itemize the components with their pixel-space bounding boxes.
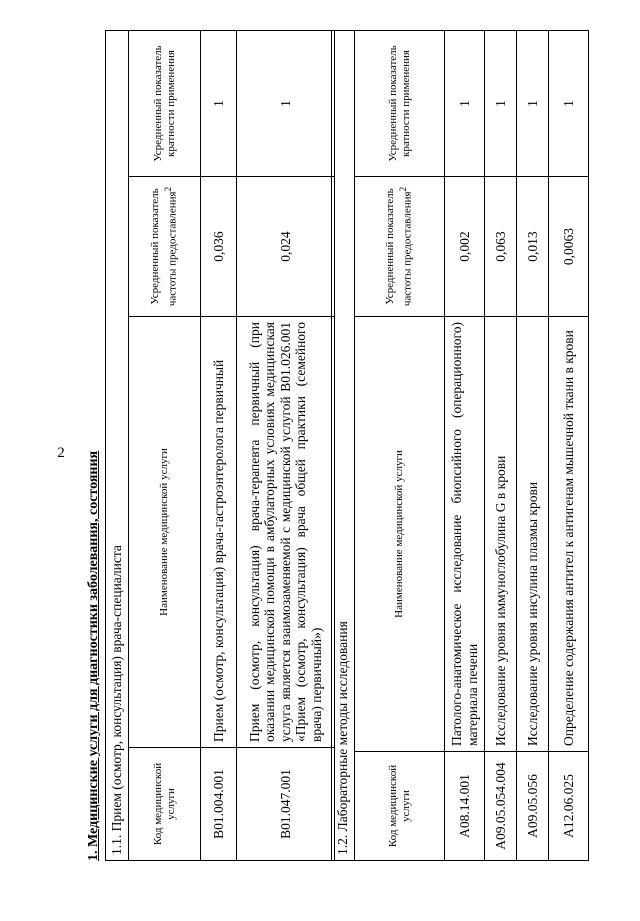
service-name: Патолого-анатомическое исследование биопсийного (операционного) материала печени (445, 317, 485, 752)
service-name: Прием (осмотр, консультация) врача-терапевта первичный (при оказании медицинской помощи в амбулаторных условиях медицинская услуга является взаимозаменяемой с медицинской услугой B01.026.001 «Прием (осмотр, консультация) врача общей практики (семейного врача) первичный») (237, 317, 335, 748)
multiplicity-value: 1 (549, 30, 589, 176)
table-row (549, 30, 589, 860)
service-code: B01.004.001 (201, 748, 237, 861)
service-code: A08.14.001 (445, 752, 485, 861)
multiplicity-value: 1 (517, 30, 549, 176)
frequency-value: 0,036 (201, 177, 237, 317)
frequency-value: 0,013 (517, 177, 549, 317)
table2-header-code: Код медицинской услуги (355, 752, 445, 861)
table-row (201, 31, 237, 861)
multiplicity-value: 1 (237, 31, 335, 177)
table2-header-mult: Усредненный показатель кратности применения (355, 30, 445, 176)
service-code: A09.05.054.004 (485, 752, 517, 861)
table-row (445, 30, 485, 860)
section-title: 1. Медицинские услуги для диагностики заболевания, состояния (86, 450, 101, 861)
table1-header-mult: Усредненный показатель кратности применения (129, 31, 201, 177)
service-code: B01.047.001 (237, 748, 335, 861)
table2-header-freq: Усредненный показатель частоты предоставления$^2$ (355, 177, 445, 317)
frequency-value: 0,063 (485, 177, 517, 317)
table1-header-name: Наименование медицинской услуги (129, 317, 201, 748)
multiplicity-value: 1 (485, 30, 517, 176)
table-row (237, 31, 335, 861)
rotated-document-body (85, 31, 605, 861)
frequency-value: 0,024 (237, 177, 335, 317)
table2-caption: 1.2. Лабораторные методы исследования (332, 30, 355, 860)
table-row (517, 30, 549, 860)
service-name: Определение содержания антител к антигенам мышечной ткани в крови (549, 317, 589, 752)
frequency-value: 0,0063 (549, 177, 589, 317)
table1-header-code: Код медицинской услуги (129, 748, 201, 861)
service-name: Исследование уровня инсулина плазмы крови (517, 317, 549, 752)
service-name: Исследование уровня иммуноглобулина G в крови (485, 317, 517, 752)
service-name: Прием (осмотр, консультация) врача-гастроэнтеролога первичный (201, 317, 237, 748)
frequency-value: 0,002 (445, 177, 485, 317)
table2-header-name: Наименование медицинской услуги (355, 317, 445, 752)
footnote-mark: 2 (398, 186, 409, 192)
service-code: A09.05.056 (517, 752, 549, 861)
table1-caption: 1.1. Прием (осмотр, консультация) врача-специалиста (106, 31, 129, 861)
table-consultations (105, 30, 335, 861)
multiplicity-value: 1 (201, 31, 237, 177)
table-lab-methods (331, 30, 589, 861)
page-number: 2 (57, 445, 65, 461)
table-row (485, 30, 517, 860)
service-code: A12.06.025 (549, 752, 589, 861)
multiplicity-value: 1 (445, 30, 485, 176)
table1-header-freq: Усредненный показатель частоты предоставления$^2$ (129, 177, 201, 317)
footnote-mark: 2 (163, 186, 174, 192)
